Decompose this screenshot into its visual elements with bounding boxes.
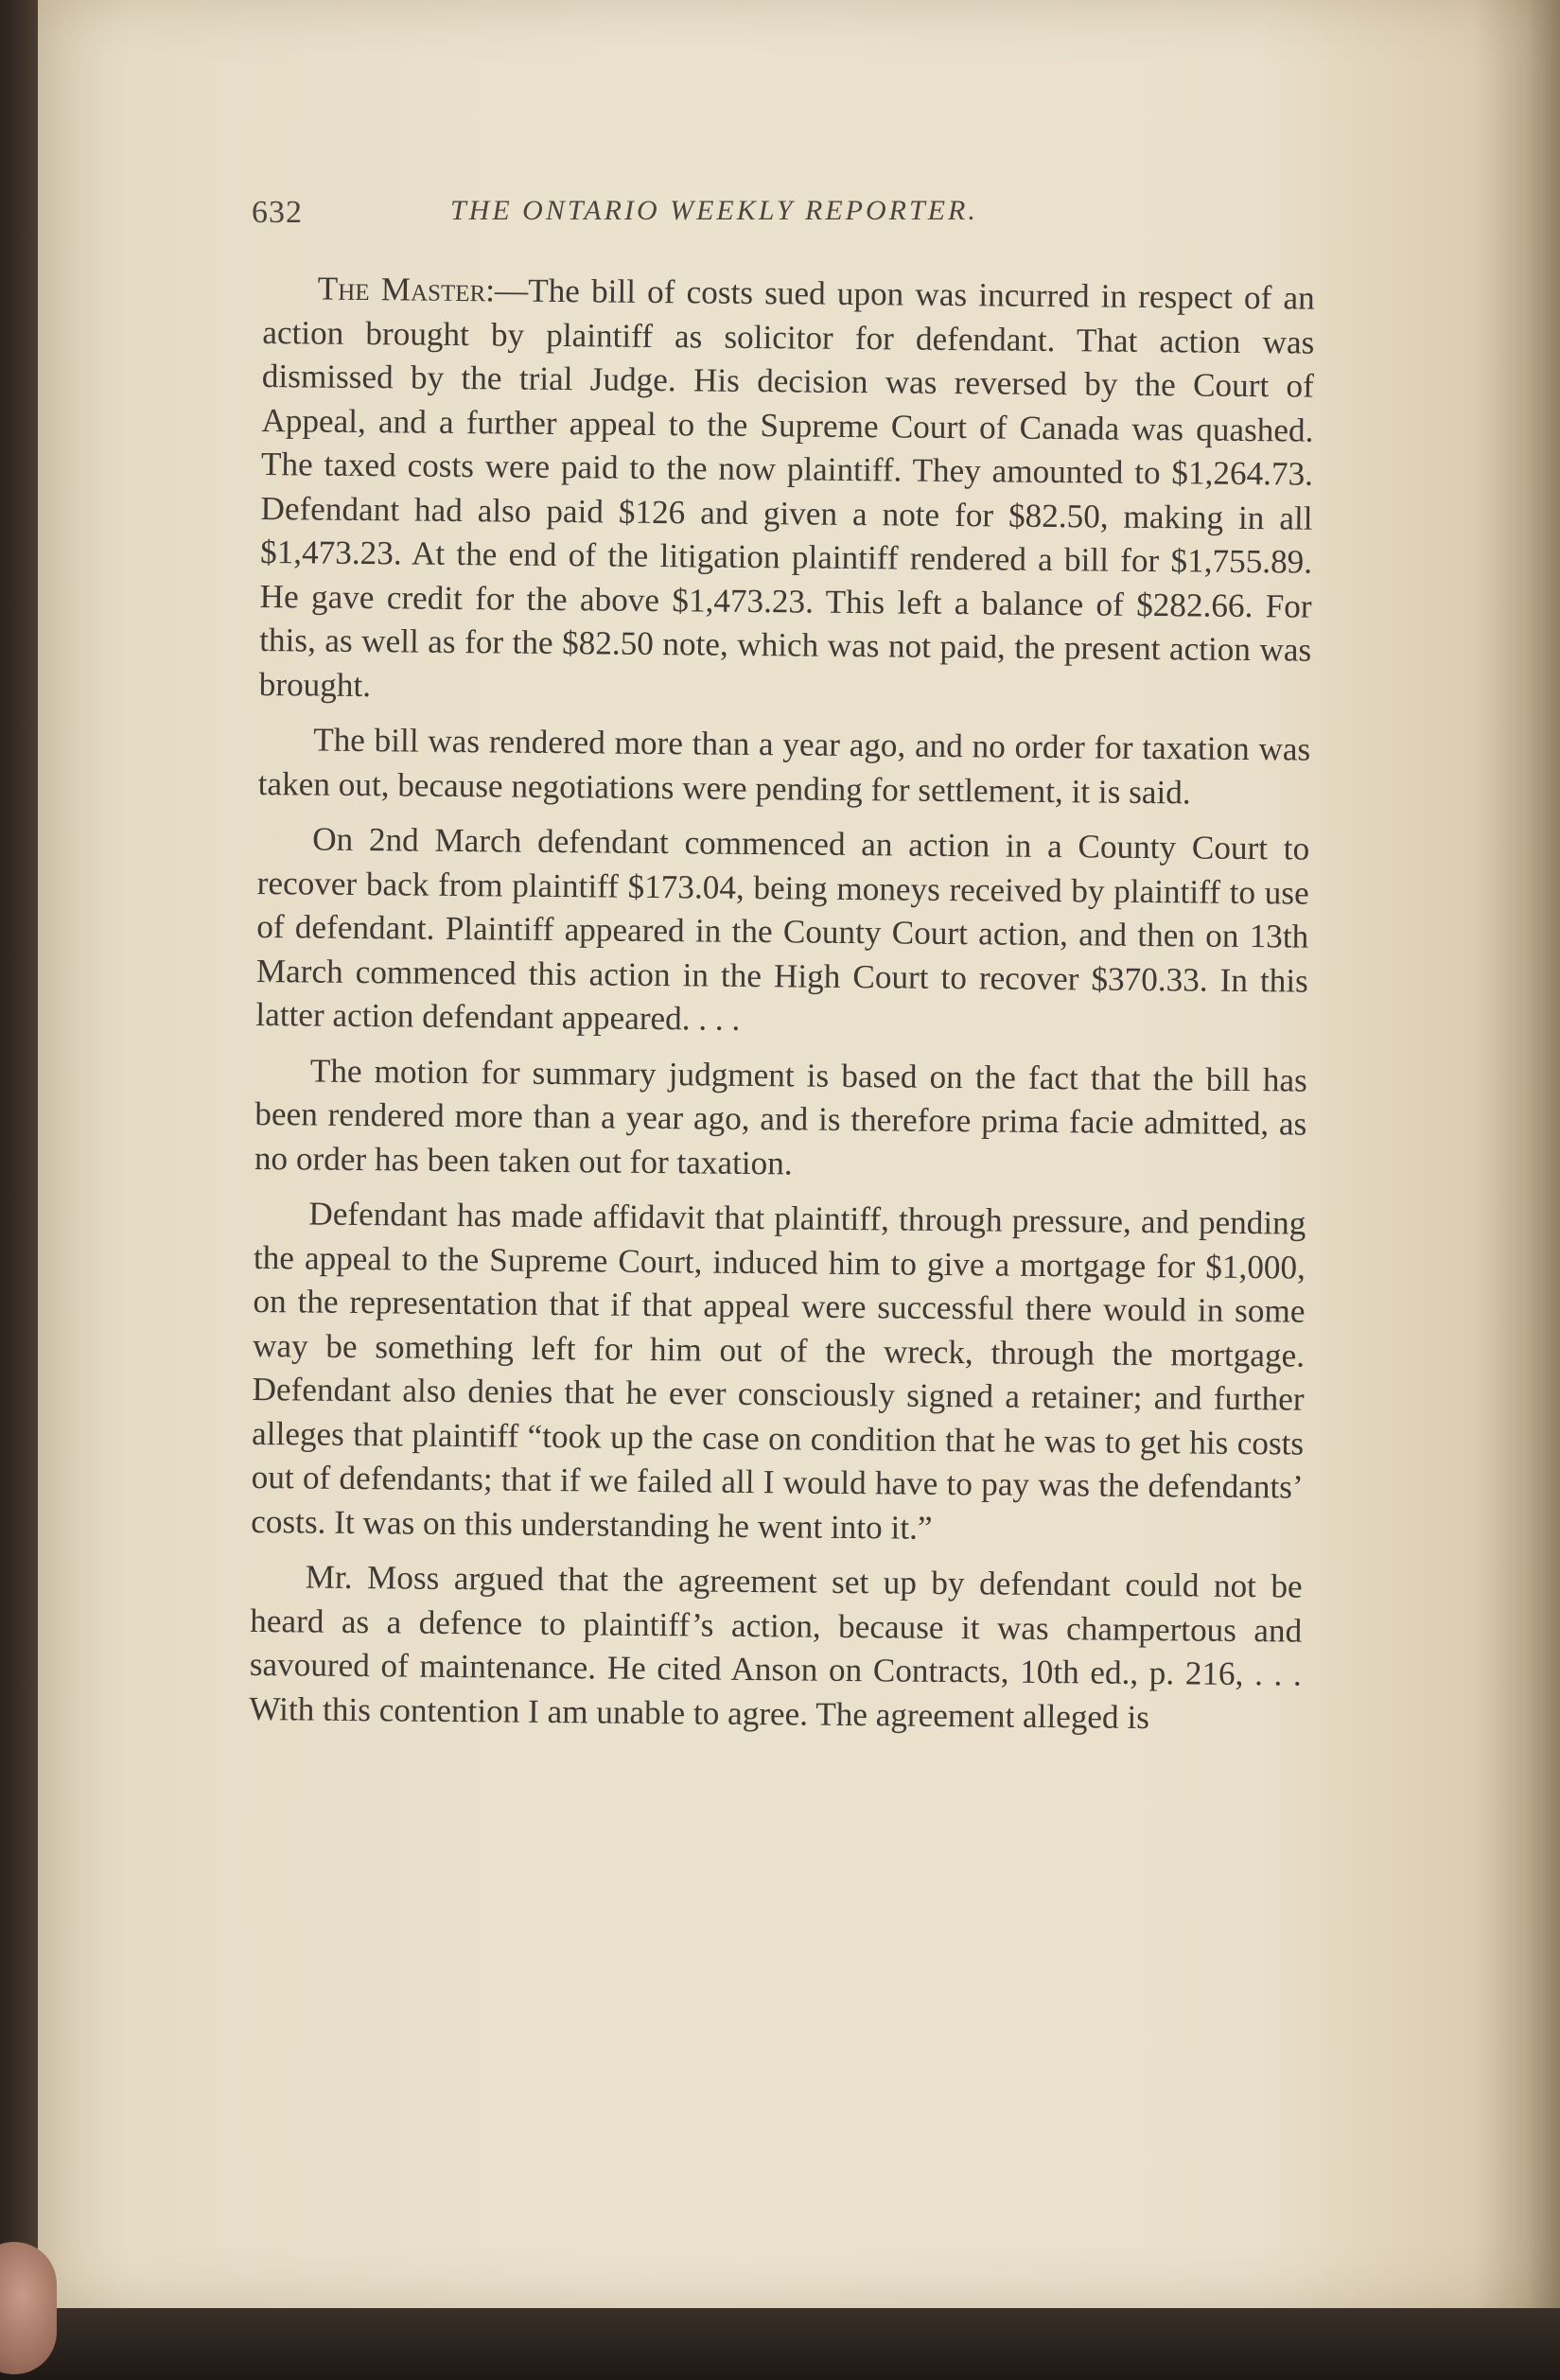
thumb: [0, 2242, 57, 2374]
paragraph-text: The bill was rendered more than a year ago, and no order for taxation was taken out, because negotiations were pending for settlement, it is said.: [257, 721, 1311, 811]
scanner-background: [0, 2308, 1560, 2380]
paragraph-text: :—The bill of costs sued upon was incurred in respect of an action brought by plaintiff as solicitor for defendant. That action was dismissed by the trial Judge. His decision was reversed by the Court of Appeal, and a further appeal to the Supreme Court of Canada was quashed. The taxed costs were paid to the now plaintiff. They amounted to $1,264.73. Defendant had also paid $126 and given a note for $82.50, making in all $1,473.23. At the end of the litigation plaintiff rendered a bill for $1,755.89. He gave credit for the above $1,473.23. This left a balance of $282.66. For this, as well as for the $82.50 note, which was not paid, the present action was brought.: [258, 271, 1315, 704]
paragraph: [259, 267, 1315, 717]
paragraph-lead: The Master: [317, 270, 486, 309]
paragraph-text: Mr. Moss argued that the agreement set up by defendant could not be heard as a defence to plaintiff’s action, because it was champertous and savoured of maintenance. He cited Anson on Contracts, 10th ed., p. 216, . . . With this contention I am unable to agree. The agreement alleged is: [249, 1558, 1303, 1736]
page-body: [249, 267, 1315, 1753]
binding-shadow: [0, 0, 38, 2308]
paragraph: [251, 1192, 1306, 1554]
paragraph-text: On 2nd March defendant commenced an action in a County Court to recover back from plaintiff $173.04, being moneys received by plaintiff to use of defendant. Plaintiff appeared in the County Court action, and then on 13th March commenced this action in the High Court to recover $370.33. In this latter action defendant appeared. . . .: [255, 820, 1310, 1038]
paragraph-text: Defendant has made affidavit that plaintiff, through pressure, and pending the appeal to the Supreme Court, induced him to give a mortgage for $1,000, on the representation that if that appeal were successful there would in some way be something left for him out of the wreck, through the mortgage. Defendant also denies that he ever consciously signed a retainer; and further alleges that plaintiff “took up the case on condition that he was to get his costs out of defendants; that if we failed all I would have to pay was the defendants’ costs. It was on this understanding he went into it.”: [251, 1195, 1306, 1547]
running-title: THE ONTARIO WEEKLY REPORTER.: [450, 195, 978, 226]
paragraph: [249, 1555, 1303, 1741]
paragraph: [258, 718, 1311, 816]
page-header: [252, 195, 1292, 242]
paragraph-text: The motion for summary judgment is based on the fact that the bill has been rendered more than a year ago, and is therefore prima facie admitted, as no order has been taken out for taxation.: [254, 1052, 1307, 1181]
paragraph: [255, 817, 1309, 1047]
page-edge-shadow: [1476, 0, 1560, 2308]
page-number: 632: [252, 195, 303, 230]
paragraph: [254, 1048, 1307, 1190]
